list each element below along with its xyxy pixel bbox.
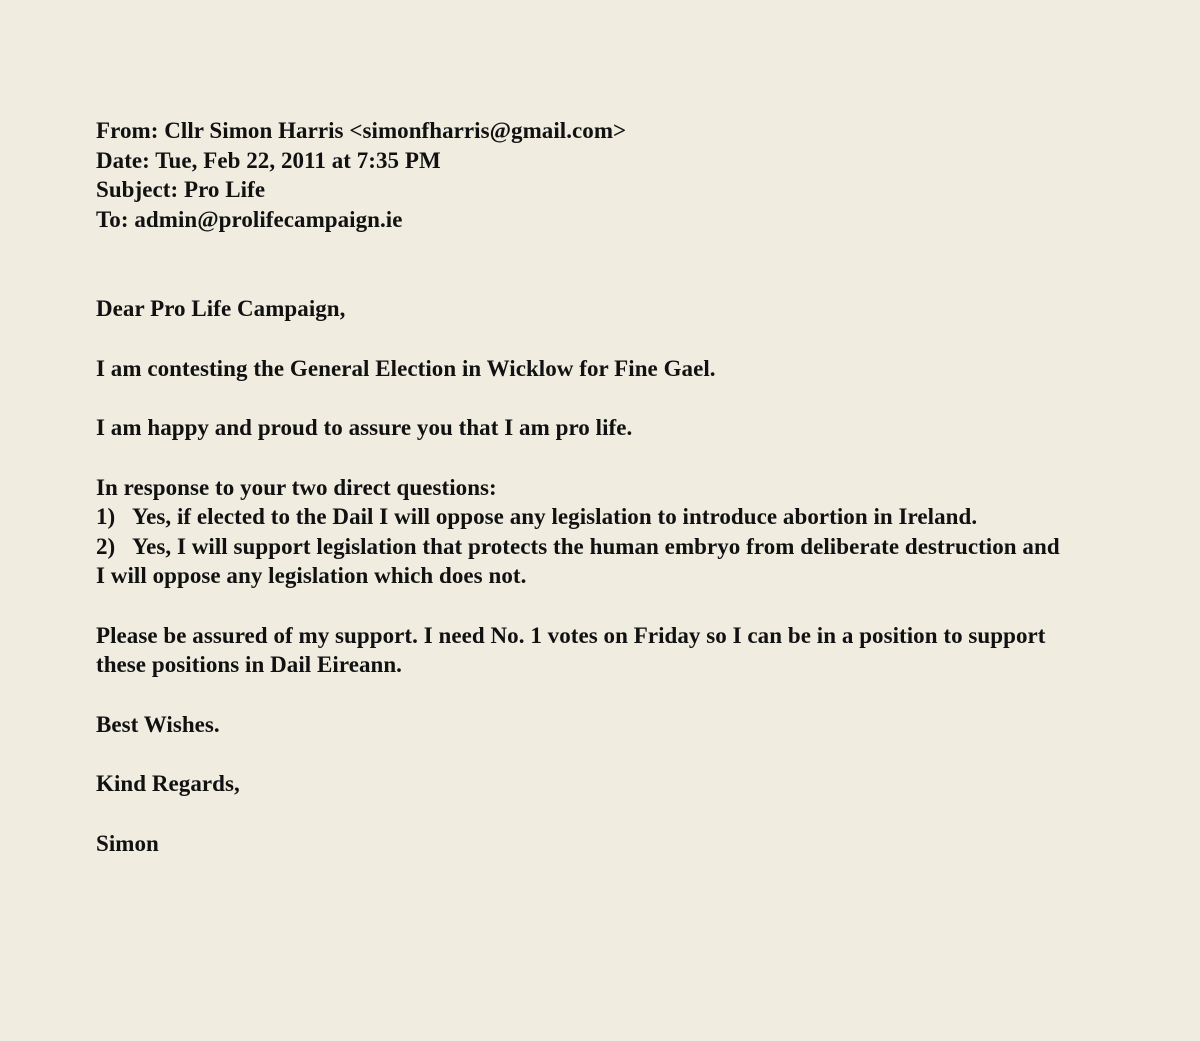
email-header bbox=[96, 116, 1136, 234]
kind-regards: Kind Regards, bbox=[96, 771, 240, 796]
salutation: Dear Pro Life Campaign, bbox=[96, 296, 346, 321]
item-2-text-1: Yes, I will support legislation that protects the human embryo from deliberate destruction and bbox=[132, 533, 1060, 559]
subject-value: Pro Life bbox=[183, 177, 266, 202]
numbered-item-1 bbox=[96, 502, 1136, 532]
best-wishes: Best Wishes. bbox=[96, 711, 220, 737]
numbered-item-2 bbox=[96, 532, 1136, 591]
item-1-text: Yes, if elected to the Dail I will oppose any legislation to introduce abortion in Ireland. bbox=[132, 504, 978, 529]
signature: Simon bbox=[96, 830, 159, 856]
email-letter bbox=[96, 116, 1136, 858]
from-line bbox=[96, 116, 1136, 146]
paragraph-3: In response to your two direct questions: bbox=[96, 474, 497, 500]
to-value: admin@prolifecampaign.ie bbox=[134, 206, 403, 232]
item-2-text-2: I will oppose any legislation which does not. bbox=[96, 563, 527, 588]
paragraph-4-line-1: Please be assured of my support. I need No. 1 votes on Friday so I can be in a position to support bbox=[96, 622, 1046, 648]
from-value: Cllr Simon Harris <simonfharris@gmail.com> bbox=[164, 118, 627, 143]
from-label: From: bbox=[96, 118, 159, 143]
item-2-number: 2) bbox=[96, 533, 116, 559]
paragraph-2: I am happy and proud to assure you that I am pro life. bbox=[96, 415, 633, 440]
paragraph-1: I am contesting the General Election in Wicklow for Fine Gael. bbox=[96, 355, 716, 381]
to-line bbox=[96, 205, 1136, 235]
date-label: Date: bbox=[96, 147, 150, 173]
item-1-number: 1) bbox=[96, 504, 116, 529]
date-line bbox=[96, 146, 1136, 176]
date-value: Tue, Feb 22, 2011 at 7:35 PM bbox=[155, 147, 441, 173]
to-label: To: bbox=[96, 206, 129, 232]
item-2-line-1 bbox=[96, 532, 1136, 562]
paragraph-4-line-2: these positions in Dail Eireann. bbox=[96, 652, 402, 677]
subject-label: Subject: bbox=[96, 177, 179, 202]
paragraph-4 bbox=[96, 621, 1136, 680]
subject-line bbox=[96, 175, 1136, 205]
